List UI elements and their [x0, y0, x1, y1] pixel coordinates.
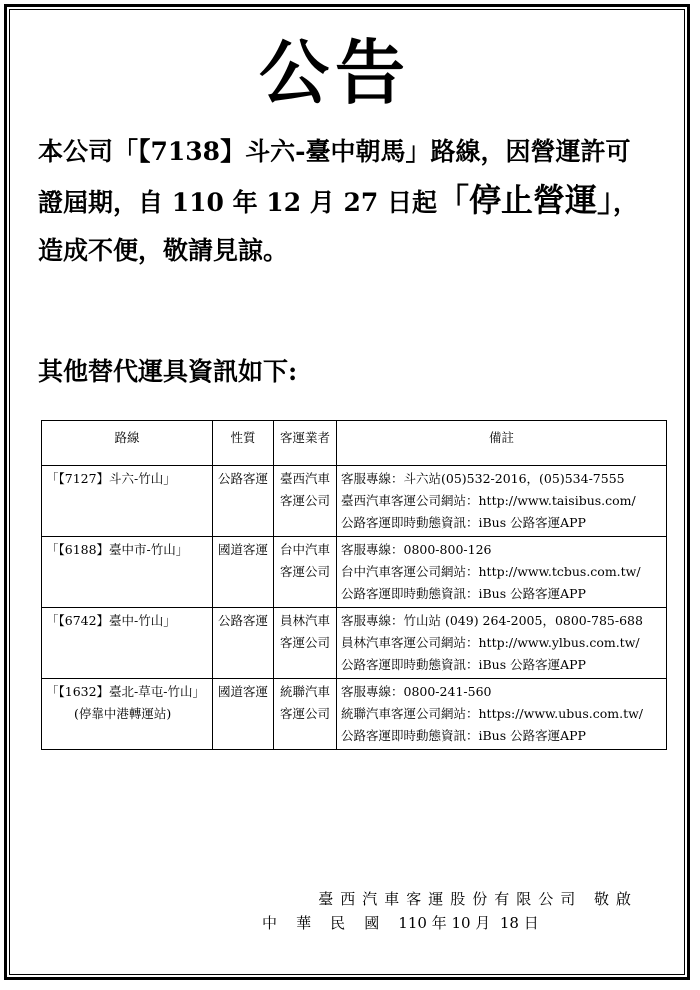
operator-suffix: 客運公司 [279, 635, 330, 650]
signature-line: 臺西汽車客運股份有限公司 敬啟 [318, 890, 638, 908]
header-type: 性質 [213, 421, 274, 466]
notes-cell [337, 537, 667, 608]
type-cell: 公路客運 [213, 608, 274, 679]
service-hotline: 客服專線：斗六站(05)532-2016，(05)534-7555 [341, 471, 625, 486]
table-row [42, 537, 667, 608]
operator-name: 員林汽車 [279, 613, 330, 628]
notes-cell [337, 466, 667, 537]
notice-highlight: 「停止營運」 [437, 181, 614, 219]
operator-suffix: 客運公司 [279, 706, 330, 721]
route-name: 「【1632】臺北-草屯-竹山」 [46, 684, 206, 699]
company-website: 員林汽車客運公司網站：http://www.ylbus.com.tw/ [341, 635, 640, 650]
type-cell: 國道客運 [213, 679, 274, 750]
route-cell [42, 466, 213, 537]
route-stop-note: (停靠中港轉運站) [74, 706, 172, 721]
operator-cell [274, 537, 337, 608]
service-hotline: 客服專線：0800-800-126 [341, 542, 492, 557]
service-hotline: 客服專線：竹山站 (049) 264-2005，0800-785-688 [341, 613, 643, 628]
operator-name: 臺西汽車 [279, 471, 330, 486]
company-website: 台中汽車客運公司網站：http://www.tcbus.com.tw/ [341, 564, 641, 579]
table-row [42, 466, 667, 537]
realtime-info: 公路客運即時動態資訊：iBus 公路客運APP [341, 515, 586, 530]
alternatives-table [41, 420, 667, 750]
realtime-info: 公路客運即時動態資訊：iBus 公路客運APP [341, 728, 586, 743]
table-row [42, 679, 667, 750]
operator-cell [274, 679, 337, 750]
route-name: 「【6742】臺中-竹山」 [46, 613, 176, 628]
service-hotline: 客服專線：0800-241-560 [341, 684, 492, 699]
operator-name: 統聯汽車 [279, 684, 330, 699]
table-header-row [42, 421, 667, 466]
notes-cell [337, 608, 667, 679]
header-route: 路線 [42, 421, 213, 466]
realtime-info: 公路客運即時動態資訊：iBus 公路客運APP [341, 657, 586, 672]
company-website: 統聯汽車客運公司網站：https://www.ubus.com.tw/ [341, 706, 644, 721]
table-row [42, 608, 667, 679]
route-name: 「【7127】斗六-竹山」 [46, 471, 176, 486]
header-notes: 備註 [337, 421, 667, 466]
route-cell [42, 608, 213, 679]
operator-cell [274, 608, 337, 679]
notice-title: 公告 [259, 31, 411, 114]
operator-suffix: 客運公司 [279, 564, 330, 579]
operator-suffix: 客運公司 [279, 493, 330, 508]
notes-cell [337, 679, 667, 750]
route-cell [42, 537, 213, 608]
operator-cell [274, 466, 337, 537]
header-operator: 客運業者 [274, 421, 337, 466]
route-cell [42, 679, 213, 750]
type-cell: 國道客運 [213, 537, 274, 608]
notice-text-part2: ，造成不便，敬請見諒。 [38, 188, 639, 265]
route-name: 「【6188】臺中市-竹山」 [46, 542, 189, 557]
notice-text-part1: 本公司「【7138】斗六-臺中朝馬」路線，因營運許可證屆期，自 110 年 12 月 27 日起 [38, 137, 631, 217]
company-website: 臺西汽車客運公司網站：http://www.taisibus.com/ [341, 493, 636, 508]
operator-name: 台中汽車 [279, 542, 330, 557]
realtime-info: 公路客運即時動態資訊：iBus 公路客運APP [341, 586, 586, 601]
notice-paragraph [38, 128, 650, 275]
date-line: 中 華 民 國 110 年 10 月 18 日 [262, 914, 539, 932]
alternatives-heading: 其他替代運具資訊如下: [38, 357, 298, 386]
type-cell: 公路客運 [213, 466, 274, 537]
